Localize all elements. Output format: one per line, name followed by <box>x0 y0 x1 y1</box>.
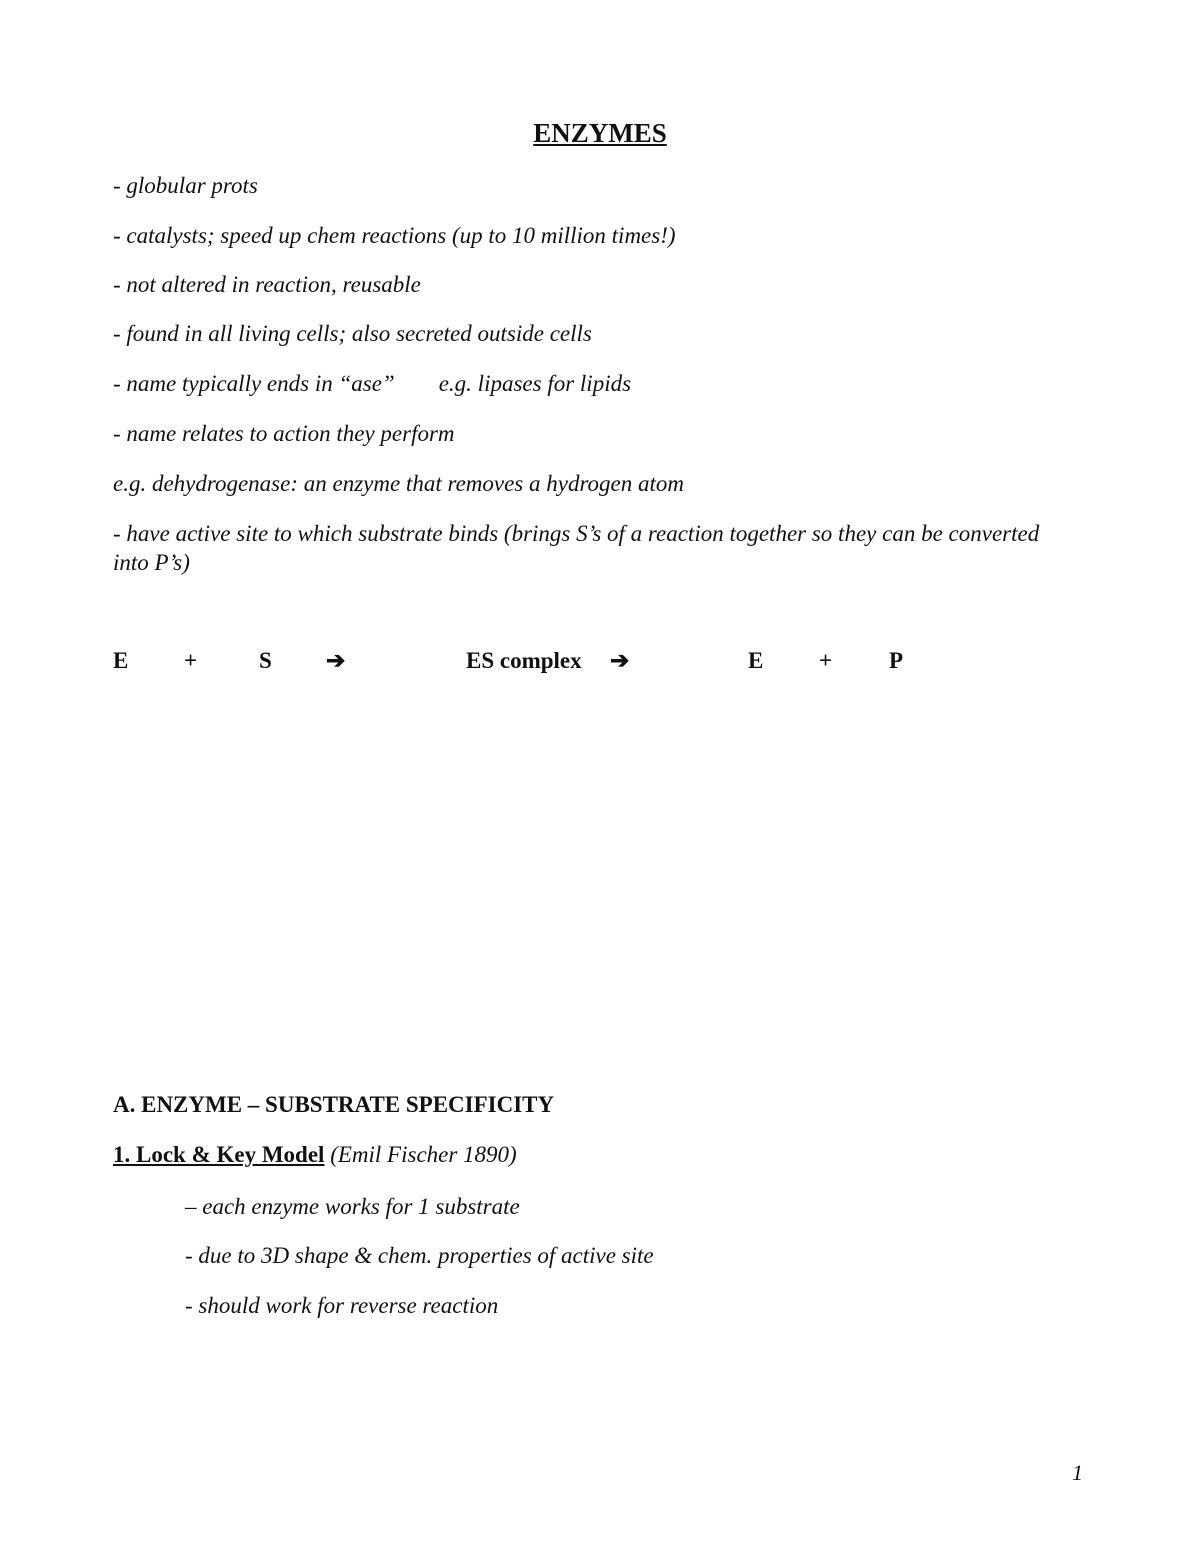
bullet-active-site: - have active site to which substrate binds (brings S’s of a reaction together so they can be converted into P’s) <box>113 521 1040 575</box>
lock-key-point: – each enzyme works for 1 substrate <box>185 1194 520 1219</box>
eq-es-complex: ES complex <box>466 648 582 673</box>
arrow-icon: ➔ <box>326 648 346 673</box>
dehydrogenase-example: e.g. dehydrogenase: an enzyme that removes a hydrogen atom <box>113 471 685 496</box>
bullet-catalysts: - catalysts; speed up chem reactions (up to 10 million times!) <box>113 223 676 248</box>
bullet-found: - found in all living cells; also secreted outside cells <box>113 321 592 346</box>
eq-substrate: S <box>259 648 272 673</box>
bullet-globular: - globular prots <box>113 173 258 198</box>
eq-plus-2: + <box>819 648 833 673</box>
lock-key-heading: 1. Lock & Key Model <box>113 1142 325 1167</box>
page-number: 1 <box>1072 1460 1083 1485</box>
bullet-name-ase-text: - name typically ends in “ase” <box>113 371 395 396</box>
eq-product: P <box>889 648 904 673</box>
lipase-example: e.g. lipases for lipids <box>438 371 632 396</box>
lock-key-heading-line <box>113 1142 517 1168</box>
bullet-name-ase <box>113 369 631 398</box>
bullet-name-action: - name relates to action they perform <box>113 421 455 446</box>
eq-enzyme-2: E <box>748 648 764 673</box>
section-a-heading: A. ENZYME – SUBSTRATE SPECIFICITY <box>113 1092 555 1117</box>
lock-key-point: - due to 3D shape & chem. properties of active site <box>185 1243 654 1268</box>
page-title: ENZYMES <box>533 118 667 148</box>
lock-key-point: - should work for reverse reaction <box>185 1293 499 1318</box>
eq-plus: + <box>184 648 198 673</box>
arrow-icon: ➔ <box>610 648 630 673</box>
bullet-not-altered: - not altered in reaction, reusable <box>113 272 421 297</box>
eq-enzyme: E <box>113 648 129 673</box>
lock-key-attribution: (Emil Fischer 1890) <box>330 1142 517 1167</box>
